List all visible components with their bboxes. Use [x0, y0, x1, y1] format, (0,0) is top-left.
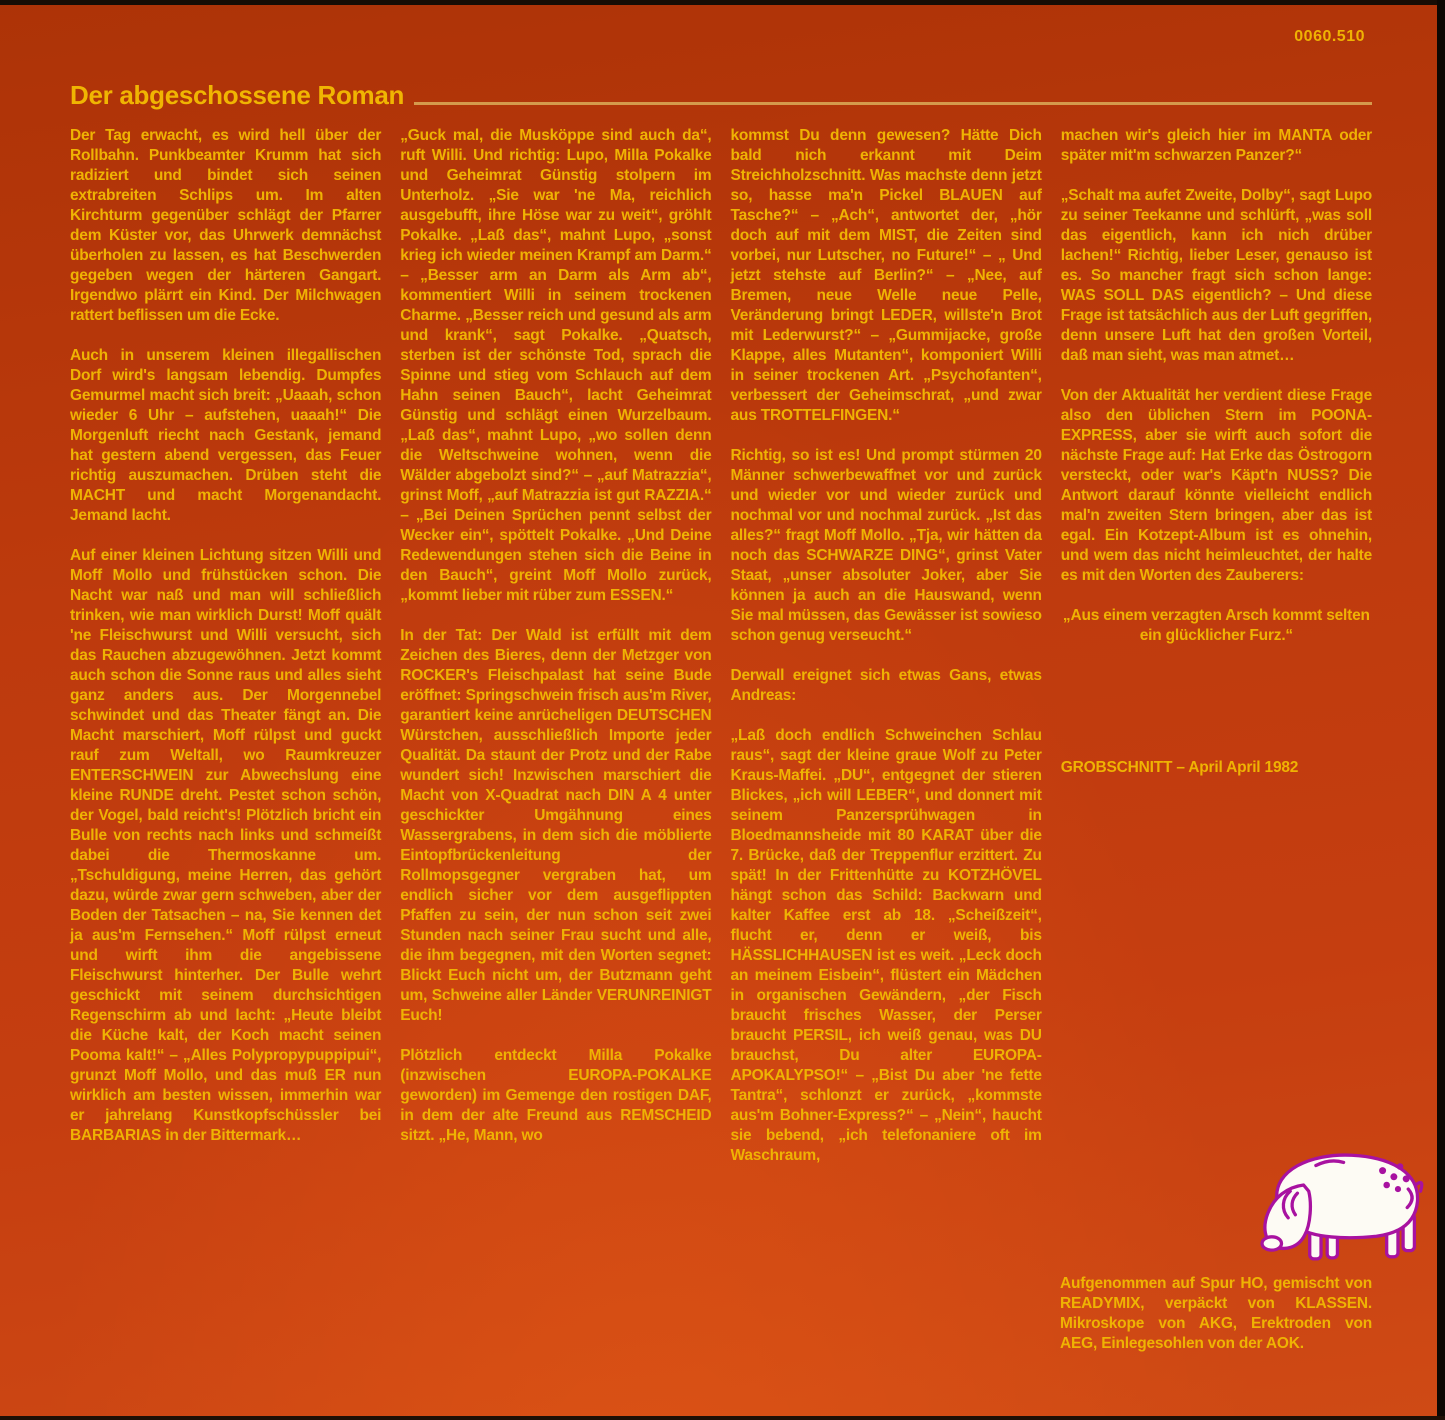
scan-edge-top [0, 0, 1445, 5]
text-column-2 [400, 126, 711, 1420]
body-paragraph: In der Tat: Der Wald ist erfüllt mit dem Zeichen des Bieres, denn der Metzger von ROCKER's Fleischpalast hat seine Bude eröffnet: Springschwein frisch aus'm River, garantiert keine anrücheligen DEUTSCHEN Würstchen, ausschließlich Importe jeder Qualität. Da staunt der Protz und der Rabe wundert sich! Inzwischen marschiert die Macht von X-Quadrat nach DIN A 4 unter geschickter Umgähnung eines Wassergrabens, in dem sich die möblierte Eintopfbrückenleitung der Rollmopsgegner vergraben hat, um endlich sicher vor dem ausgeflippten Pfaffen zu sein, der nun schon seit zwei Stunden nach seiner Frau sucht und alle, die ihm begegnen, mit den Worten segnet: Blickt Euch nicht um, der Butzmann geht um, Schweine aller Länder VERUNREINIGT Euch! [400, 627, 712, 1024]
body-paragraph: „Schalt ma aufet Zweite, Dolby“, sagt Lupo zu seiner Teekanne und schlürft, „was soll das eigentlich, kann ich nich drüber lachen!“ Richtig, lieber Leser, genauso ist es. So mancher fragt sich schon lange: WAS SOLL DAS eigentlich? – Und diese Frage ist tatsächlich aus der Luft gegriffen, denn unsere Luft hat den großen Vorteil, daß man sieht, was man atmet… [1060, 187, 1372, 364]
body-paragraph: Auf einer kleinen Lichtung sitzen Willi und Moff Mollo und frühstücken schon. Die Nacht war naß und man will schließlich trinken, wie man wirklich Durst! Moff quält 'ne Fleischwurst und Willi versucht, sich das Rauchen abzugewöhnen. Jetzt kommt auch schon die Sonne raus und alles sieht ganz anders aus. Der Morgennebel schwindet und das Theater fängt an. Die Macht marschiert, Moff rülpst und guckt rauf zum Weltall, wo Raumkreuzer ENTERSCHWEIN zur Abwechslung eine kleine RUNDE dreht. Pestet schon schön, der Vogel, bald reicht's! Plötzlich bricht ein Bulle von rechts nach links und schmeißt dabei die Thermoskanne um. „Tschuldigung, meine Herren, das gehört dazu, würde zwar gern schweben, aber der Boden der Tatsachen – na, Sie kennen det ja aus'm Fernsehen.“ Moff rülpst erneut und wirft ihm die angebissene Fleischwurst hinterher. Der Bulle wehrt geschickt mit seinem durchsichtigen Regenschirm ab und lacht: „Heute bleibt die Küche kalt, der Koch macht seinen Pooma kalt!“ – „Alles Polypropypuppipui“, grunzt Moff Mollo, und das muß ER nun wirklich am besten wissen, immerhin war er jahrelang Kunstkopfschüssler bei BARBARIAS in der Bittermark… [70, 547, 382, 1144]
body-paragraph: machen wir's gleich hier im MANTA oder später mit'm schwarzen Panzer?“ [1060, 127, 1372, 164]
page-title: Der abgeschossene Roman [70, 80, 405, 110]
band-byline: GROBSCHNITT – April April 1982 [1060, 759, 1299, 776]
title-bar [70, 82, 1372, 108]
pig-illustration [1255, 1146, 1425, 1264]
body-paragraph: Der Tag erwacht, es wird hell über der Rollbahn. Punkbeamter Krumm hat sich radiziert und bindet sich seinen extrabreiten Schlips um. Im alten Kirchturm gegenüber schlägt der Pfarrer dem Küster vor, das Uhrwerk demnächst überholen zu lassen, es hat Beschwerden gegeben wegen der härteren Gangart. Irgendwo plärrt ein Kind. Der Milchwagen rattert beflissen um die Ecke. [70, 127, 382, 324]
pig-snout [1262, 1237, 1281, 1250]
body-paragraph: „Guck mal, die Musköppe sind auch da“, ruft Willi. Und richtig: Lupo, Milla Pokalke und Geheimrat Günstig stolpern im Unterholz. „Sie war 'ne Ma, reichlich ausgebufft, ihre Höse war zu weit“, gröhlt Pokalke. „Laß das“, mahnt Lupo, „sonst krieg ich wieder meinen Krampf am Darm.“ – „Besser arm an Darm als Arm ab“, kommentiert Willi in seinem trockenen Charme. „Besser reich und gesund als arm und krank“, sagt Pokalke. „Quatsch, sterben ist der schönste Tod, sprach die Spinne und stieg vom Schlauch auf dem Hahn seinen Bauch“, lacht Geheimrat Günstig und schlägt einen Wurzelbaum. „Laß das“, mahnt Lupo, „wo sollen denn die Weltschweine wohnen, wenn die Wälder abgebolzt sind?“ – „auf Matrazzia“, grinst Moff, „auf Matrazzia ist gut RAZZIA.“ – „Bei Deinen Sprüchen pennt selbst der Wecker ein“, spöttelt Pokalke. „Und Deine Redewendungen stehen sich die Beine in den Bauch“, greint Moff Mollo zurück, „kommt lieber mit rüber zum ESSEN.“ [400, 127, 712, 604]
body-paragraph: kommst Du denn gewesen? Hätte Dich bald nich erkannt mit Deim Streichholzschnitt. Was machste denn jetzt so, hasse ma'n Pickel BLAUEN auf Tasche?“ – „Ach“, antwortet der, „hör doch auf mit dem MIST, die Zeiten sind vorbei, nur Lutscher, no Future!“ – „ Und jetzt stehste auf Berlin?“ – „Nee, auf Bremen, neue Welle neue Pelle, Veränderung bringt LEDER, willste'n Brot mit Lederwurst?“ – „Gummijacke, große Klappe, alles Mutanten“, komponiert Willi in seiner trockenen Art. „Psychofanten“, verbessert der Geheimschrat, „und zwar aus TROTTELFINGEN.“ [730, 127, 1042, 424]
body-paragraph: Derwall ereignet sich etwas Gans, etwas Andreas: [730, 667, 1042, 704]
text-columns [70, 126, 1372, 1420]
body-paragraph: Von der Aktualität her verdient diese Frage also den üblichen Stern im POONA-EXPRESS, aber sie wirft auch sofort die nächste Frage auf: Hat Erke das Östrogorn versteckt, oder war's Käpt'n NUSS? Die Antwort darauf könnte vielleicht endlich mal'n zweiten Stern bringen, aber das ist egal. Ein Kotzept-Album ist es ohnehin, und wem das nicht heimleuchtet, der halte es mit den Worten des Zauberers: [1060, 387, 1372, 584]
catalog-number: 0060.510 [1294, 28, 1365, 45]
text-column-3 [731, 126, 1042, 1420]
body-paragraph: Auch in unserem kleinen illegallischen Dorf wird's langsam lebendig. Dumpfes Gemurmel macht sich breit: „Uaaah, schon wieder 6 Uhr – aufstehen, uaaah!“ Die Morgenluft riecht nach Gestank, jemand hat gestern abend vergessen, das Feuer richtig auszumachen. Drüben steht die MACHT und macht Morgenandacht. Jemand lacht. [70, 347, 382, 524]
text-column-1 [70, 126, 381, 1420]
scan-edge-right [1437, 0, 1445, 1420]
body-paragraph: Richtig, so ist es! Und prompt stürmen 20 Männer schwerbewaffnet vor und zurück und wieder vor und wieder zurück und nochmal vor und nochmal zurück. „Ist das alles?“ fragt Moff Mollo. „Tja, wir hätten da noch das SCHWARZE DING“, grinst Vater Staat, „unser absoluter Joker, aber Sie können ja auch an die Hauswand, wenn Sie mal müssen, das Gewässer ist sowieso schon genug verseucht.“ [730, 447, 1042, 644]
body-paragraph: Plötzlich entdeckt Milla Pokalke (inzwischen EUROPA-POKALKE geworden) im Gemenge den rostigen DAF, in dem der alte Freund aus REMSCHEID sitzt. „He, Mann, wo [400, 1047, 712, 1144]
body-paragraph: „Laß doch endlich Schweinchen Schlau raus“, sagt der kleine graue Wolf zu Peter Kraus-Maffei. „DU“, entgegnet der stieren Blickes, „ich will LEBER“, und donnert mit seinem Panzersprühwagen in Bloedmannsheide mit 80 KARAT über die 7. Brücke, daß der Treppenflur erzittert. Zu spät! In der Frittenhütte zu KOTZHÖVEL hängt schon das Schild: Backwarn und kalter Kaffee erst ab 18. „Scheißzeit“, flucht er, denn er weiß, bis HÄSSLICHHAUSEN ist es weit. „Leck doch an meinem Eisbein“, flüstert ein Mädchen in organischen Gewändern, „der Fisch braucht frisches Wasser, der Perser braucht PERSIL, ich weiß genau, was DU brauchst, Du alter EUROPA-APOKALYPSO!“ – „Bist Du aber 'ne fette Tantra“, schlonzt er zurück, „kommste aus'm Bohner-Express?“ – „Nein“, haucht sie bebend, „ich telefonaniere oft im Waschraum, [730, 727, 1042, 1164]
title-rule [414, 102, 1372, 105]
production-credits: Aufgenommen auf Spur HO, gemischt von READYMIX, verpäckt von KLASSEN. Mikroskope von AKG, Erektroden von AEG, Einlegesohlen von der AOK. [1060, 1274, 1372, 1352]
wizard-quote: „Aus einem verzagten Arsch kommt selten ein glücklicher Furz.“ [1062, 607, 1370, 644]
